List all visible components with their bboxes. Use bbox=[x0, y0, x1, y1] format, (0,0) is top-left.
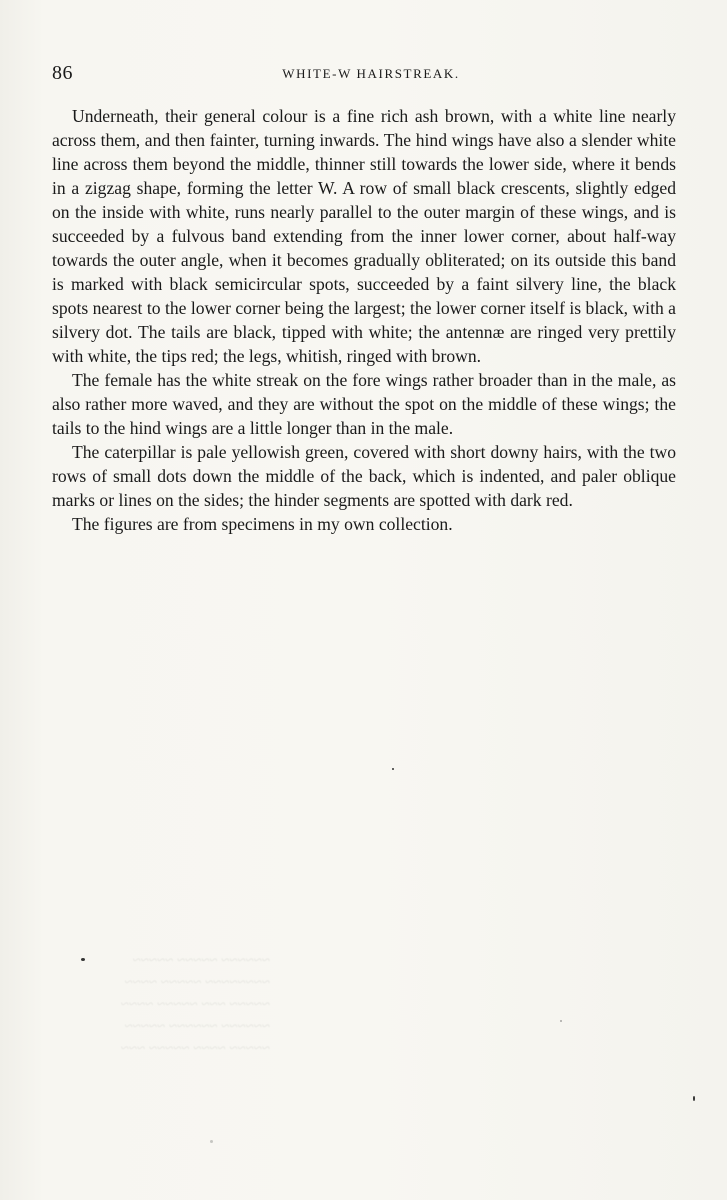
body-text bbox=[52, 104, 676, 536]
paragraph-figures: The figures are from specimens in my own collection. bbox=[72, 514, 453, 534]
paragraph-caterpillar: The caterpillar is pale yellowish green, covered with short downy hairs, with the two rows of small dots down the middle of the back, which is indented, and paler oblique marks or lines on the sides; the hinder segments are spotted with dark red. bbox=[52, 442, 676, 510]
running-head: WHITE-W HAIRSTREAK. bbox=[282, 66, 460, 81]
page-number: 86 bbox=[52, 62, 73, 84]
paragraph-female: The female has the white streak on the fore wings rather broader than in the male, as also rather more waved, and they are without the spot on the middle of these wings; the tails to the hind wings are a little longer than in the male. bbox=[52, 370, 676, 438]
page-header bbox=[52, 62, 676, 88]
show-through-text: ~~~~~~ ~~~~~ ~~~~~ ~~~~~~~~ ~~~~~ ~~~~ ~~~~~ ~~~ ~~~~~ ~~~~ ~~~~~~ ~~~~~~ ~~~~~ ~~~~~ ~~~~ ~~~~~ ~~~ bbox=[120, 953, 270, 1057]
paragraph-underside: Underneath, their general colour is a fine rich ash brown, with a white line nearly across them, and then fainter, turning inwards. The hind wings have also a slender white line across them beyond the middle, thinner still towards the lower side, where it bends in a zigzag shape, forming the letter W. A row of small black crescents, slightly edged on the inside with white, runs nearly parallel to the outer margin of these wings, and is succeeded by a fulvous band extending from the inner lower corner, about half-way towards the outer angle, when it becomes gradually obliterated; on its outside this band is marked with black semicircular spots, succeeded by a faint silvery line, the black spots nearest to the lower corner being the largest; the lower corner itself is black, with a silvery dot. The tails are black, tipped with white; the antennæ are ringed very prettily with white, the tips red; the legs, whitish, ringed with brown. bbox=[52, 106, 676, 366]
